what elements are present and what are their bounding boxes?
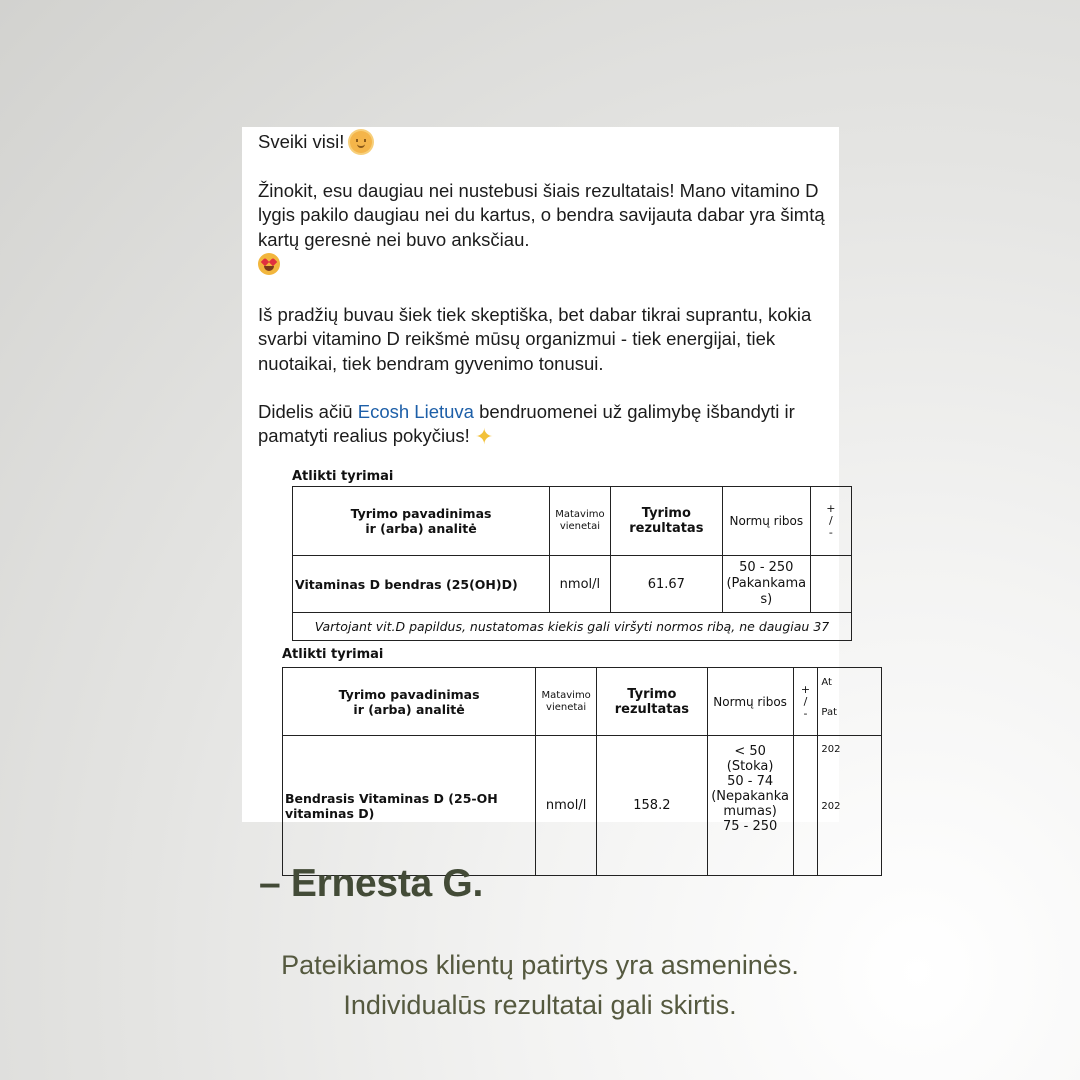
- lab1-row-name: Vitaminas D bendras (25(OH)D): [293, 556, 550, 613]
- lab2-table: [282, 667, 882, 876]
- post-greeting: Sveiki visi!: [258, 130, 372, 154]
- lab2-header-norm: Normų ribos: [707, 668, 793, 736]
- post-paragraph-skeptic: Iš pradžių buvau šiek tiek skeptiška, bet dabar tikrai suprantu, kokia svarbi vitamino D reikšmė mūsų organizmui - tiek energijai, tiek nuotaikai, tiek bendram gyvenimo tonusui.: [258, 304, 812, 374]
- lab1-title: Atlikti tyrimai: [292, 469, 394, 484]
- disclaimer-line-2: Individualūs rezultatai gali skirtis.: [343, 990, 737, 1020]
- lab2-row-unit: nmol/l: [536, 736, 597, 876]
- lab1-row-vitamin-d: [293, 556, 852, 613]
- lab1-row-plusminus: [810, 556, 851, 613]
- post-paragraph-thanks: Didelis ačiū Ecosh Lietuva bendruomenei už galimybę išbandyti ir pamatyti realius pokyčius! ✦: [258, 401, 795, 451]
- lab2-row-name: Bendrasis Vitaminas D (25-OH vitaminas D): [283, 736, 536, 876]
- lab2-header-name: Tyrimo pavadinimas ir (arba) analitė: [283, 668, 536, 736]
- lab1-table: [292, 486, 852, 641]
- lab1-header-norm: Normų ribos: [722, 487, 810, 556]
- lab2-row-plusminus: [793, 736, 818, 876]
- sparkle-star-emoji-icon: ✦: [474, 425, 494, 451]
- lab2-header-result: Tyrimo rezultatas: [597, 668, 708, 736]
- lab2-header-plusminus: + / -: [793, 668, 818, 736]
- lab2-header-unit: Matavimo vienetai: [536, 668, 597, 736]
- lab2-row-vitamin-d: [283, 736, 882, 876]
- lab1-header-result: Tyrimo rezultatas: [610, 487, 722, 556]
- lab1-header-plusminus: + / -: [810, 487, 851, 556]
- heart-eyes-emoji-icon: [258, 253, 280, 275]
- lab2-row-result: 158.2: [597, 736, 708, 876]
- lab2-title-cropped: Atlikti tyrimai: [282, 647, 384, 662]
- lab2-row-norm: < 50 (Stoka) 50 - 74 (Nepakanka mumas) 75 - 250: [707, 736, 793, 876]
- sun-face-emoji-icon: [350, 131, 372, 153]
- lab1-row-result: 61.67: [610, 556, 722, 613]
- lab1-header-name: Tyrimo pavadinimas ir (arba) analitė: [293, 487, 550, 556]
- lab-result-table-1: [242, 460, 839, 662]
- lab1-row-norm: 50 - 250 (Pakankama s): [722, 556, 810, 613]
- ecosh-lietuva-link[interactable]: Ecosh Lietuva: [357, 401, 474, 422]
- lab1-header-unit: Matavimo vienetai: [550, 487, 611, 556]
- post-paragraph-results: Žinokit, esu daugiau nei nustebusi šiais rezultatais! Mano vitamino D lygis pakilo daugiau nei du kartus, o bendra savijauta dabar yra šimtą kartų geresnė nei buvo anksčiau.: [258, 179, 828, 277]
- lab2-row-extra: 202 202: [818, 736, 882, 876]
- disclaimer-line-1: Pateikiamos klientų patirtys yra asmeninės.: [281, 950, 799, 980]
- lab1-row-unit: nmol/l: [550, 556, 611, 613]
- facebook-post: [242, 127, 839, 459]
- testimonial-screenshot: [242, 127, 841, 834]
- lab2-header-extra: At Pat: [818, 668, 882, 736]
- lab1-note: Vartojant vit.D papildus, nustatomas kiekis gali viršyti normos ribą, ne daugiau 37: [293, 613, 852, 641]
- testimonial-author: – Ernesta G.: [259, 862, 484, 905]
- lab-result-table-2: [242, 647, 841, 834]
